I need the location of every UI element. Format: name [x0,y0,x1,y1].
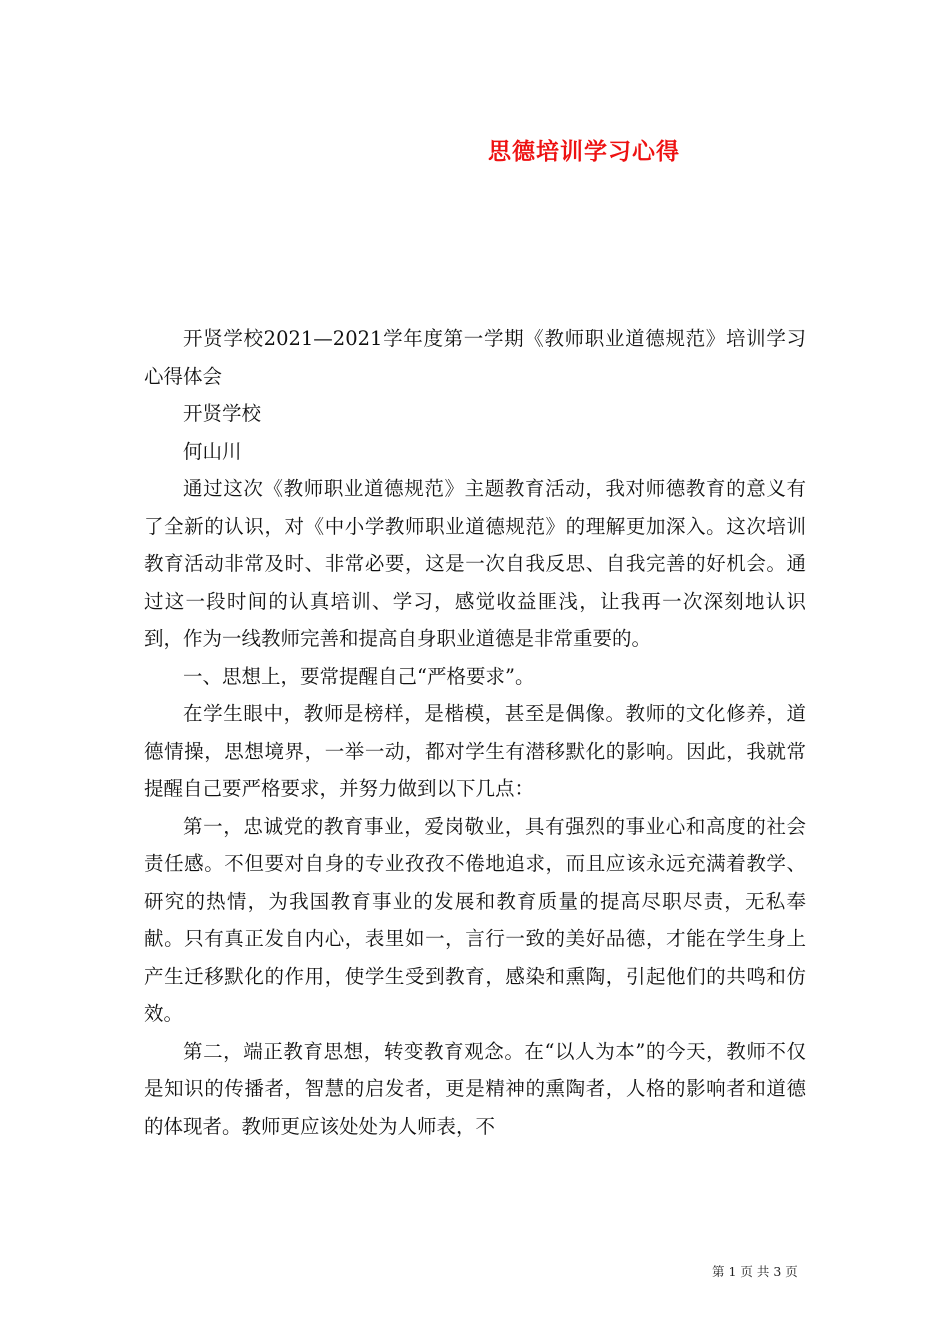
paragraph-subtitle: 开贤学校2021—2021学年度第一学期《教师职业道德规范》培训学习心得体会 [144,327,806,388]
document-title: 思德培训学习心得 [488,138,680,165]
paragraph-first: 第一，忠诚党的教育事业，爱岗敬业，具有强烈的事业心和高度的社会责任感。不但要对自身的专业孜孜不倦地追求，而且应该永远充满着教学、研究的热情，为我国教育事业的发展和教育质量的提高尽职尽责，无私奉献。只有真正发自内心，表里如一，言行一致的美好品德，才能在学生身上产生迁移默化的作用，使学生受到教育，感染和熏陶，引起他们的共鸣和仿效。 [144,814,806,1025]
paragraph-heading-one: 一、思想上，要常提醒自己“严格要求”。 [183,664,535,688]
paragraph-second: 第二，端正教育思想，转变教育观念。在“以人为本”的今天，教师不仅是知识的传播者，智慧的启发者，更是精神的熏陶者，人格的影响者和道德的体现者。教师更应该处处为人师表，不 [144,1039,806,1138]
document-body [144,320,806,1145]
paragraph-intro: 通过这次《教师职业道德规范》主题教育活动，我对师德教育的意义有了全新的认识，对《中小学教师职业道德规范》的理解更加深入。这次培训教育活动非常及时、非常必要，这是一次自我反思、自我完善的好机会。通过这一段时间的认真培训、学习，感觉收益匪浅，让我再一次深刻地认识到，作为一线教师完善和提高自身职业道德是非常重要的。 [144,477,806,650]
paragraph-role-model: 在学生眼中，教师是榜样，是楷模，甚至是偶像。教师的文化修养，道德情操，思想境界，一举一动，都对学生有潜移默化的影响。因此，我就常提醒自己要严格要求，并努力做到以下几点： [144,702,806,800]
page-number-footer: 第 1 页 共 3 页 [712,1264,798,1279]
paragraph-author: 何山川 [183,439,242,463]
paragraph-school: 开贤学校 [183,402,262,425]
